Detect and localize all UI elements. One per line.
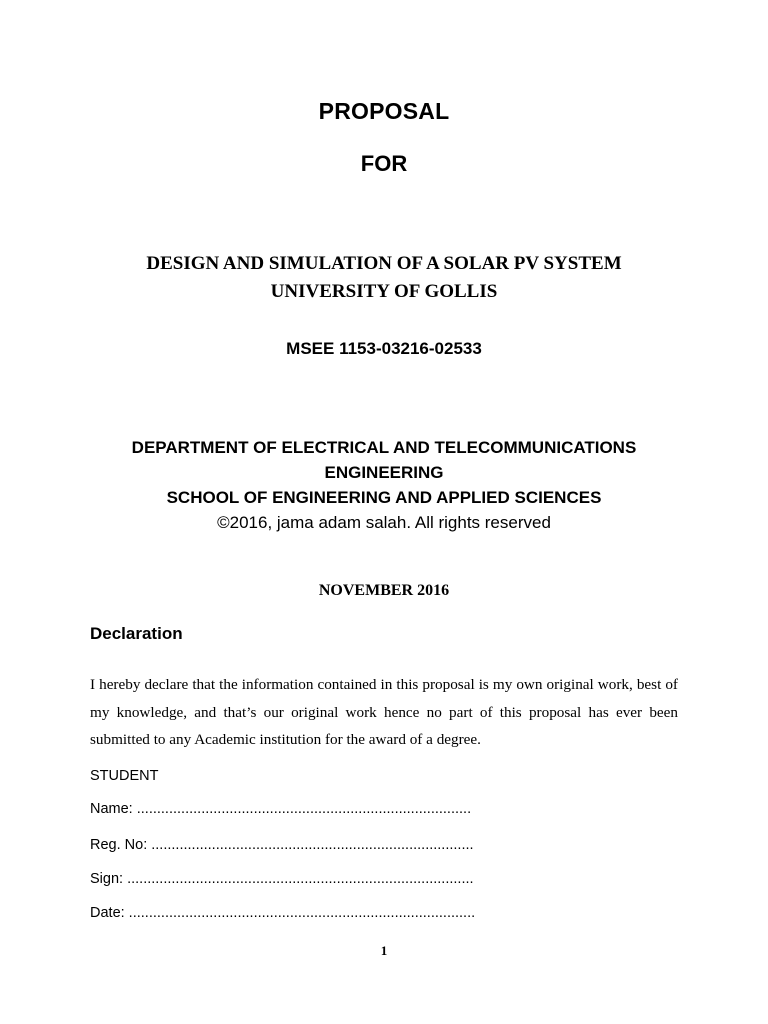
declaration-heading: Declaration: [90, 624, 183, 643]
page-number: 1: [380, 943, 388, 958]
student-label: STUDENT: [90, 768, 159, 784]
project-title: DESIGN AND SIMULATION OF A SOLAR PV SYSTEM: [146, 253, 622, 274]
copyright-notice: ©2016, jama adam salah. All rights reserved: [217, 513, 551, 532]
declaration-text: I hereby declare that the information contained in this proposal is my own original work, best of my knowledge, and that’s our original work hence no part of this proposal has ever been submitted to any Academic institution for the award of a degree.: [90, 676, 678, 748]
name-field: Name: ...................................................................................: [90, 801, 472, 817]
school-name: SCHOOL OF ENGINEERING AND APPLIED SCIENCES: [166, 488, 602, 507]
proposal-title-for: FOR: [360, 151, 408, 176]
date-field: Date: ......................................................................................: [90, 905, 476, 921]
reg-no-field: Reg. No: ................................................................................: [90, 837, 474, 853]
submission-date: NOVEMBER 2016: [318, 582, 450, 599]
sign-field: Sign: ......................................................................................: [90, 871, 474, 887]
department-name: DEPARTMENT OF ELECTRICAL AND TELECOMMUNICATIONS: [131, 438, 637, 457]
department-name-continued: ENGINEERING: [324, 463, 444, 482]
registration-code: MSEE 1153-03216-02533: [286, 339, 482, 358]
university-name: UNIVERSITY OF GOLLIS: [270, 281, 498, 302]
proposal-title: PROPOSAL: [318, 98, 450, 124]
